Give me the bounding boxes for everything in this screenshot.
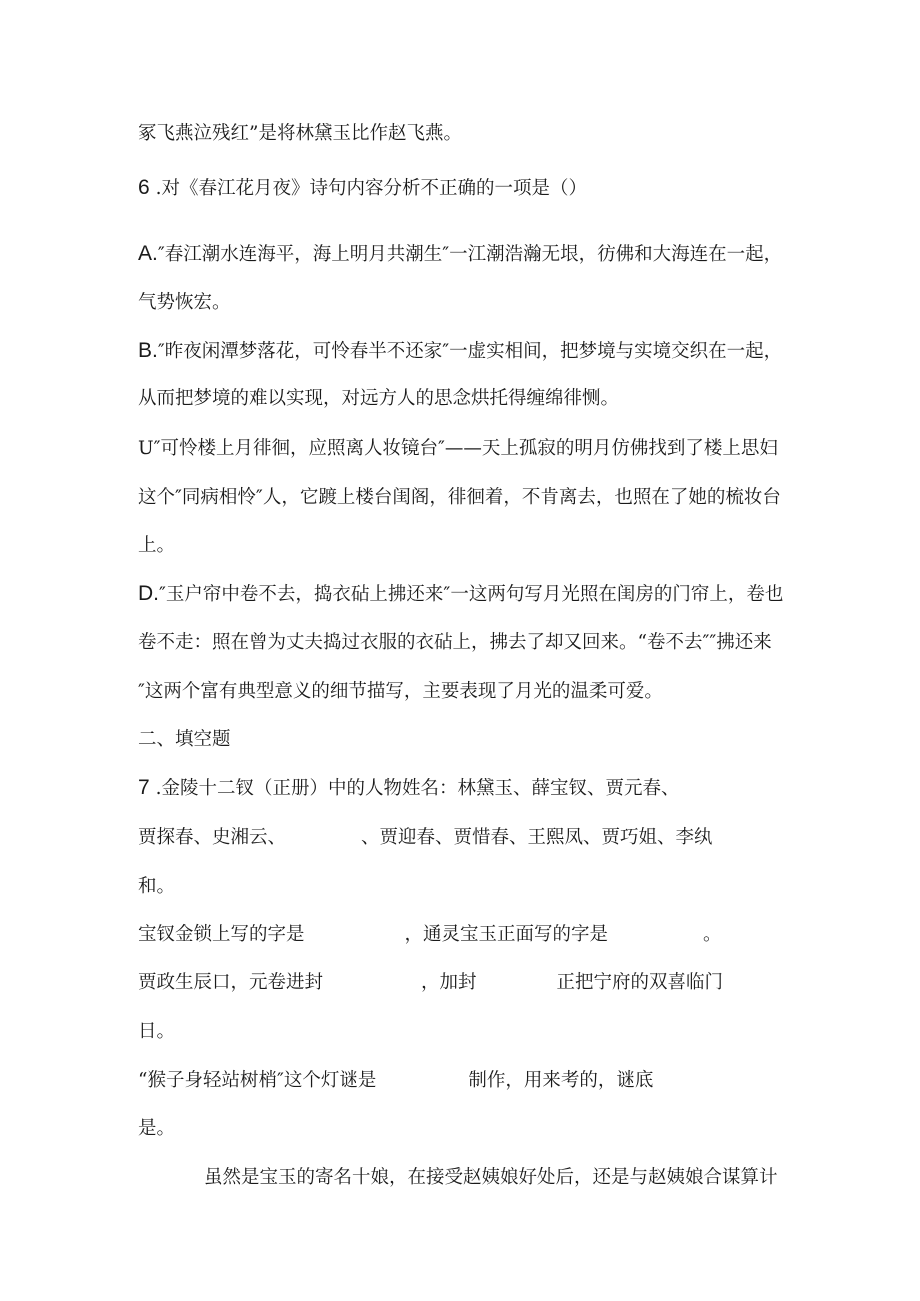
question-7-line-8: 是。 xyxy=(138,1118,176,1139)
text-segment: 宝钗金锁上写的字是 xyxy=(138,924,305,945)
intro-line: 冢飞燕泣残红”是将林黛玉比作赵飞燕。 xyxy=(138,123,462,144)
option-text: ″昨夜闲潭梦落花，可怜春半不还家″一虚实相间，把梦境与实境交织在一起， xyxy=(157,341,783,362)
question-7-line-5 xyxy=(138,971,723,995)
text-segment: 制作，用来考的，谜底 xyxy=(468,1070,654,1091)
question-7-line-3: 和。 xyxy=(138,876,176,897)
option-d-line-2: 卷不走：照在曾为丈夫捣过衣服的衣砧上，拂去了却又回来。“卷不去″″拂还来 xyxy=(138,632,772,653)
text-segment: “猴子身轻站树梢″这个灯谜是 xyxy=(138,1070,377,1091)
text-segment: 贾探春、史湘云、 xyxy=(138,827,287,848)
option-letter: U xyxy=(138,438,154,459)
question-7-line-4 xyxy=(138,923,722,947)
text-segment: 正把宁府的双喜临门 xyxy=(556,972,724,993)
option-c-line-3: 上。 xyxy=(138,535,176,556)
question-7-line-2 xyxy=(138,826,713,850)
question-text: .金陵十二钗（正册）中的人物姓名：林黛玉、薛宝钗、贾元春、 xyxy=(149,778,680,799)
text-segment: 。 xyxy=(703,924,722,945)
question-6-stem xyxy=(138,176,587,201)
text-segment: ，加封 xyxy=(421,972,477,993)
section-title: 二、填空题 xyxy=(138,729,231,750)
text-segment: 、贾迎春、贾惜春、王熙凤、贾巧姐、李纨 xyxy=(361,827,713,848)
option-a-line-2: 气势恢宏。 xyxy=(138,292,231,313)
option-text: ″春江潮水连海平，海上明月共潮生″一江潮浩瀚无垠，彷佛和大海连在一起， xyxy=(157,244,783,265)
question-number: 6 xyxy=(138,176,150,199)
option-d-line-1 xyxy=(138,582,783,607)
question-number: 7 xyxy=(138,776,150,799)
option-letter: A. xyxy=(138,242,158,265)
option-c-line-2: 这个″同病相怜″人，它踱上楼台闺阁，徘徊着，不肯离去，也照在了她的梳妆台 xyxy=(138,487,781,508)
option-c-line-1 xyxy=(138,437,778,461)
question-7-line-6: 日。 xyxy=(138,1021,176,1042)
question-7-line-9: 虽然是宝玉的寄名十娘，在接受赵姨娘好处后，还是与赵姨娘合谋算计 xyxy=(204,1167,778,1188)
option-a-line-1 xyxy=(138,242,782,267)
text-segment: 贾政生辰口，元卷进封 xyxy=(138,972,324,993)
question-text: .对《春江花月夜》诗句内容分析不正确的一项是（） xyxy=(149,178,587,199)
option-d-line-3: ″这两个富有典型意义的细节描写，主要表现了月光的温柔可爱。 xyxy=(138,681,663,702)
text-segment: ，通灵宝玉正面写的字是 xyxy=(404,924,609,945)
option-text: ″玉户帘中卷不去，捣衣砧上拂还来″一这两句写月光照在闺房的门帘上，卷也 xyxy=(159,584,784,605)
option-b-line-1 xyxy=(138,339,782,364)
option-letter: D. xyxy=(138,582,159,605)
option-text: ″可怜楼上月徘徊，应照离人妆镜台″——天上孤寂的明月仿佛找到了楼上思妇 xyxy=(153,438,778,459)
option-letter: B. xyxy=(138,339,158,362)
question-7-line-7 xyxy=(138,1069,653,1093)
question-7-line-1 xyxy=(138,776,679,801)
option-b-line-2: 从而把梦境的难以实现，对远方人的思念烘托得缠绵徘恻。 xyxy=(138,388,620,409)
